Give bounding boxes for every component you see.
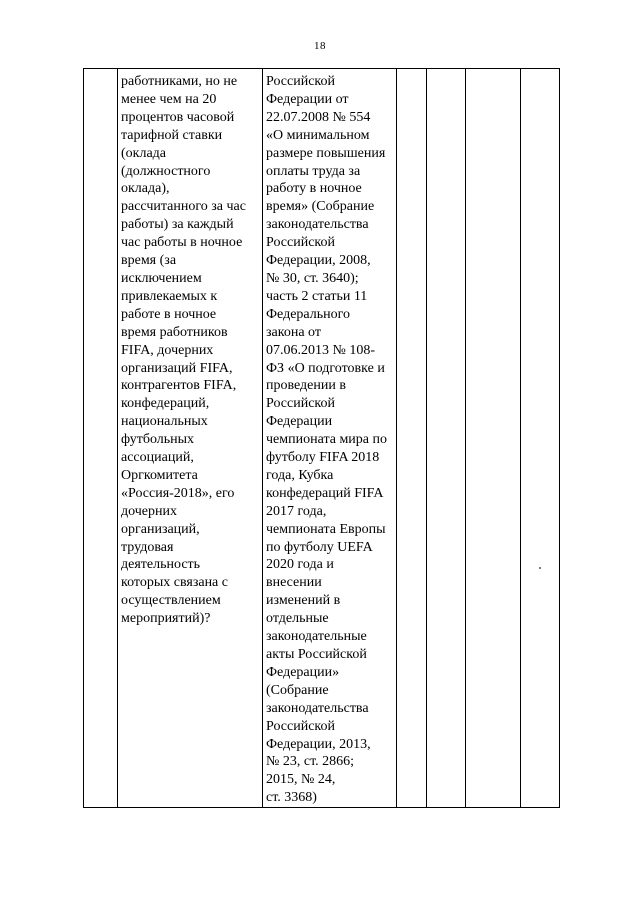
text-line: Федерального [266, 306, 351, 322]
text-line: 2015, № 24, [266, 772, 336, 788]
text-line: футболу FIFA 2018 [266, 450, 380, 466]
text-line: отдельные [266, 611, 329, 627]
row-number-cell [84, 69, 118, 808]
text-line: законодательства [266, 217, 369, 233]
text-line: FIFA, дочерних [121, 342, 214, 358]
text-line: работу в ночное [266, 181, 362, 197]
text-line: проведении в [266, 378, 346, 394]
text-line: работниками, но не [121, 74, 238, 89]
text-line: национальных [121, 414, 208, 430]
text-line: тарифной ставки [121, 127, 223, 143]
text-line: Российской [266, 74, 335, 89]
legal-reference-text [263, 69, 396, 807]
text-line: конфедераций, [121, 396, 210, 412]
notes-cell [521, 69, 560, 808]
text-line: «Россия-2018», его [121, 485, 235, 501]
text-line: ст. 3368) [266, 790, 317, 806]
text-line: изменений в [266, 593, 341, 609]
text-line: работе в ночное [121, 306, 217, 322]
question-cell [118, 69, 263, 808]
text-line: года, Кубка [266, 467, 334, 483]
text-line: процентов часовой [121, 109, 235, 125]
text-line: привлекаемых к [121, 288, 218, 304]
text-line: № 23, ст. 2866; [266, 754, 355, 770]
text-line: Оргкомитета [121, 467, 198, 483]
text-line: ФЗ «О подготовке и [266, 360, 385, 376]
text-line: время (за [121, 253, 177, 269]
question-text [118, 69, 262, 628]
text-line: Федерации, 2008, [266, 253, 371, 269]
text-line: рассчитанного за час [121, 199, 246, 215]
text-line: работы) за каждый [121, 217, 234, 233]
text-line: по футболу UEFA [266, 539, 373, 555]
table-row [84, 69, 560, 808]
requirements-table [83, 68, 560, 808]
text-line: 2017 года, [266, 503, 327, 519]
text-line: Федерации, 2013, [266, 736, 371, 752]
answer-yes-cell [397, 69, 427, 808]
text-line: акты Российской [266, 647, 367, 662]
text-line: № 30, ст. 3640); [266, 270, 359, 286]
text-line: (оклада [121, 145, 167, 161]
text-line: Федерации» [266, 664, 340, 680]
text-line: оклада), [121, 181, 170, 197]
text-line: организаций, [121, 521, 200, 537]
text-line: время работников [121, 324, 228, 340]
text-line: часть 2 статьи 11 [266, 288, 368, 304]
text-line: Федерации от [266, 91, 349, 107]
text-line: менее чем на 20 [121, 91, 217, 107]
text-line: исключением [121, 270, 202, 286]
text-line: трудовая [121, 539, 174, 555]
text-line: контрагентов FIFA, [121, 378, 237, 394]
text-line: чемпионата мира по [266, 432, 388, 448]
text-line: Российской [266, 718, 335, 734]
text-line: ассоциаций, [121, 450, 194, 466]
text-line: осуществлением [121, 593, 221, 609]
text-line: время» (Собрание [266, 199, 375, 215]
text-line: мероприятий)? [121, 611, 211, 627]
text-line: деятельность [121, 557, 201, 573]
page-number: 18 [314, 40, 326, 52]
text-line: которых связана с [121, 575, 228, 591]
text-line: законодательные [266, 629, 367, 645]
answer-no-cell [427, 69, 466, 808]
text-line: чемпионата Европы [266, 521, 386, 537]
text-line: 2020 года и [266, 557, 334, 573]
text-line: дочерних [121, 503, 177, 519]
stray-mark [539, 567, 541, 569]
text-line: 22.07.2008 № 554 [266, 109, 371, 125]
legal-reference-cell [263, 69, 397, 808]
text-line: «О минимальном [266, 127, 370, 143]
text-line: законодательства [266, 700, 369, 716]
text-line: Российской [266, 396, 335, 412]
text-line: (должностного [121, 163, 211, 179]
text-line: оплаты труда за [266, 163, 361, 179]
not-applicable-cell [466, 69, 521, 808]
text-line: закона от [266, 324, 321, 340]
text-line: конфедераций FIFA [266, 485, 384, 501]
text-line: организаций FIFA, [121, 360, 233, 376]
text-line: футбольных [121, 432, 195, 448]
text-line: Федерации [266, 414, 333, 430]
text-line: внесении [266, 575, 322, 591]
text-line: час работы в ночное [121, 235, 243, 251]
text-line: размере повышения [266, 145, 386, 161]
text-line: Российской [266, 235, 335, 251]
text-line: 07.06.2013 № 108- [266, 342, 376, 358]
text-line: (Собрание [266, 682, 329, 698]
